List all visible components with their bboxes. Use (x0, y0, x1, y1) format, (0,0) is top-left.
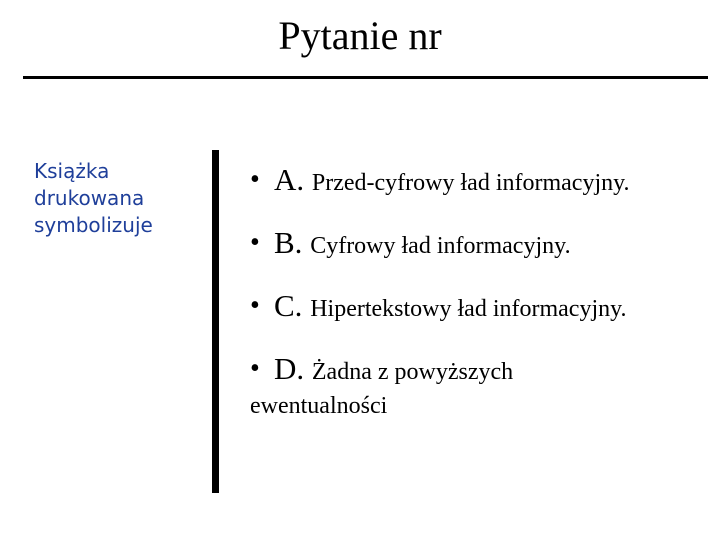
bullet-icon: • (250, 353, 260, 384)
answer-text: Żadna z powyższych (311, 359, 514, 385)
answer-text: Cyfrowy ład informacyjny. (310, 233, 571, 259)
answer-option-c[interactable] (250, 288, 710, 329)
answer-list (250, 162, 710, 446)
vertical-divider (212, 150, 219, 493)
answer-option-a[interactable] (250, 162, 710, 203)
answer-letter: A. (274, 162, 312, 197)
question-line: Książka (34, 159, 110, 183)
answer-letter: B. (274, 225, 311, 260)
bullet-icon: • (250, 290, 260, 321)
slide-title: Pytanie nr (278, 13, 442, 58)
answer-text-continuation: ewentualności (250, 393, 388, 419)
answer-letter: D. (274, 351, 312, 386)
answer-option-d[interactable] (250, 351, 710, 424)
title-divider (23, 76, 708, 79)
answer-text: Hipertekstowy ład informacyjny. (310, 296, 627, 322)
question-line: drukowana (34, 186, 145, 210)
answer-option-b[interactable] (250, 225, 710, 266)
question-line: symbolizuje (34, 213, 153, 237)
answer-letter: C. (274, 288, 311, 323)
bullet-icon: • (250, 164, 260, 195)
question-text (34, 158, 204, 239)
answer-text: Przed-cyfrowy ład informacyjny. (311, 170, 630, 196)
bullet-icon: • (250, 227, 260, 258)
